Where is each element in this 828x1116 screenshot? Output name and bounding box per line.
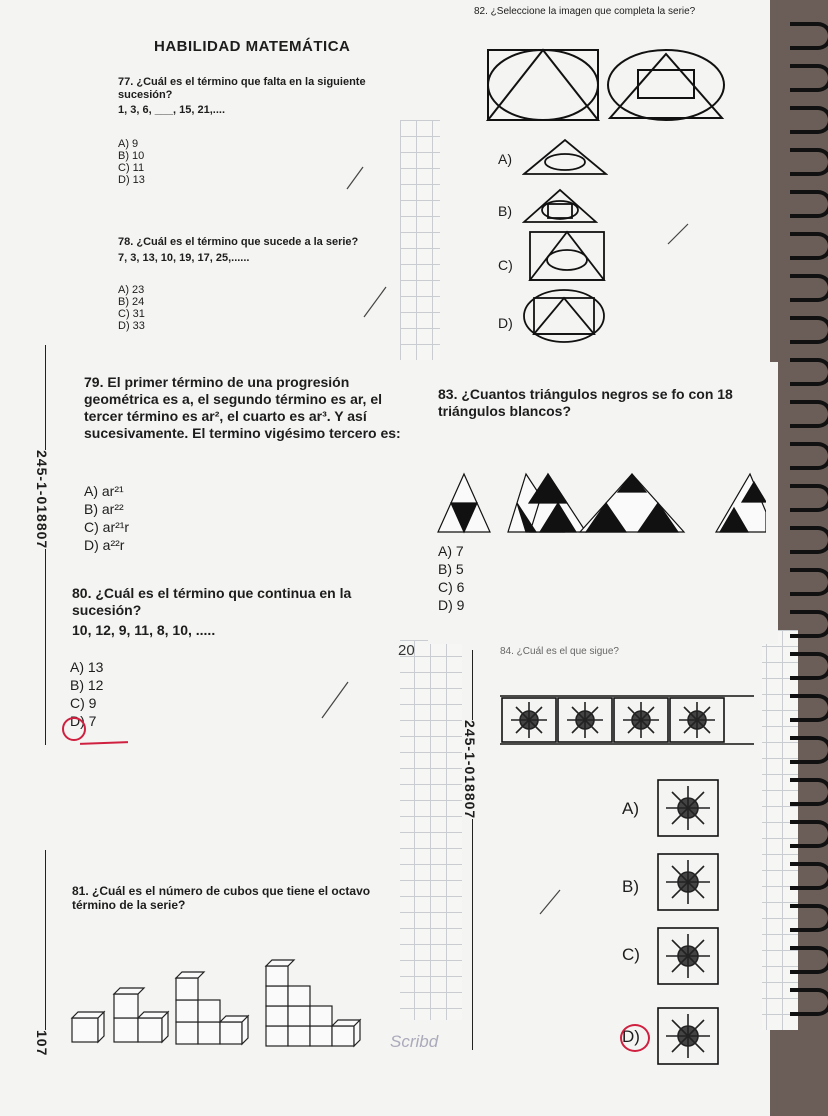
q78-option-d[interactable]: D) 33 [118, 320, 145, 332]
q79-option-b[interactable]: B) ar²² [84, 501, 124, 517]
grid-paper-middle [398, 640, 464, 1020]
q83-options [438, 542, 464, 614]
q84-option-d-figure[interactable] [656, 1006, 720, 1066]
q78-option-c[interactable]: C) 31 [118, 308, 145, 320]
q80-answer-circle [62, 717, 86, 741]
q80-option-b[interactable]: B) 12 [70, 677, 104, 693]
q78-options [118, 284, 145, 332]
q82-series-figure [486, 48, 726, 124]
q82-option-b-figure[interactable] [522, 188, 598, 224]
q83-question: 83. ¿Cuantos triángulos negros se fo con 18 triángulos blancos? [438, 386, 733, 419]
q80-option-a[interactable]: A) 13 [70, 659, 104, 675]
q84-answer-circle [620, 1024, 650, 1052]
q82-option-a[interactable]: A) [498, 151, 512, 167]
side-rule-line-bottom [45, 850, 46, 1040]
q83-option-c[interactable]: C) 6 [438, 579, 465, 595]
q79-option-c[interactable]: C) ar²¹r [84, 519, 130, 535]
side-code-2: 245-1-018807 [462, 720, 478, 820]
pencil-check-mark [345, 165, 365, 191]
q84-option-a-figure[interactable] [656, 778, 720, 838]
q82-question: 82. ¿Seleccione la imagen que completa la serie? [474, 6, 696, 17]
q77-option-b[interactable]: B) 10 [118, 150, 145, 162]
q78-sequence: 7, 3, 13, 10, 19, 17, 25,...... [118, 252, 250, 264]
q84-series-figure [500, 694, 754, 746]
pencil-check-mark [362, 285, 388, 319]
pencil-check-mark [666, 222, 690, 246]
q77-option-a[interactable]: A) 9 [118, 138, 139, 150]
q83-triangle-figure [436, 472, 766, 536]
q79-option-d[interactable]: D) a²²r [84, 537, 125, 553]
scribd-watermark: Scribd [390, 1032, 439, 1051]
q77-sequence: 1, 3, 6, ___, 15, 21,.... [118, 104, 226, 116]
q82-option-b[interactable]: B) [498, 203, 512, 219]
q79-option-a[interactable]: A) ar²¹ [84, 483, 124, 499]
page-number: 20 [398, 642, 415, 659]
q84-option-c[interactable]: C) [622, 945, 640, 964]
q84-question: 84. ¿Cuál es el que sigue? [500, 646, 619, 657]
q84-option-d[interactable]: D) [622, 1027, 640, 1046]
q79-question: 79. El primer término de una progresión geométrica es a, el segundo término es ar, el tercer término es ar², el cuarto es ar³. Y así sucesivamente. El termino vigésimo tercero es: [84, 374, 401, 441]
q78-option-a[interactable]: A) 23 [118, 284, 145, 296]
q77-option-c[interactable]: C) 11 [118, 162, 145, 174]
q83-option-d[interactable]: D) 9 [438, 597, 465, 613]
q79-options [84, 482, 129, 554]
q84-option-b[interactable]: B) [622, 877, 639, 896]
q82-option-d-figure[interactable] [522, 288, 606, 344]
q80-sequence: 10, 12, 9, 11, 8, 10, ..... [72, 622, 216, 638]
q80-option-d[interactable]: D) 7 [70, 713, 97, 729]
side-code: 245-1-018807 [34, 450, 50, 550]
q84-option-b-figure[interactable] [656, 852, 720, 912]
q77-option-d[interactable]: D) 13 [118, 174, 145, 186]
q82-option-c[interactable]: C) [498, 257, 513, 273]
q77-options [118, 138, 145, 186]
q83-option-a[interactable]: A) 7 [438, 543, 464, 559]
q83-option-b[interactable]: B) 5 [438, 561, 464, 577]
pencil-check-mark [538, 888, 562, 916]
side-rule-line [472, 650, 473, 1050]
q77-question: 77. ¿Cuál es el término que falta en la siguiente sucesión? [118, 76, 366, 101]
q82-option-a-figure[interactable] [522, 138, 608, 176]
q82-option-d[interactable]: D) [498, 315, 513, 331]
page-title: HABILIDAD MATEMÁTICA [154, 38, 351, 55]
q80-question: 80. ¿Cuál es el término que continua en la sucesión? [72, 585, 352, 618]
q84-option-a[interactable]: A) [622, 799, 639, 818]
q82-option-c-figure[interactable] [528, 230, 606, 282]
q78-option-b[interactable]: B) 24 [118, 296, 145, 308]
q81-cube-series-figure [70, 946, 380, 1056]
pencil-check-mark [320, 680, 350, 720]
side-number: 107 [34, 1030, 50, 1057]
q84-option-c-figure[interactable] [656, 926, 720, 986]
q78-question: 78. ¿Cuál es el término que sucede a la serie? [118, 236, 359, 248]
q81-question: 81. ¿Cuál es el número de cubos que tiene el octavo término de la serie? [72, 884, 371, 912]
q80-option-c[interactable]: C) 9 [70, 695, 97, 711]
